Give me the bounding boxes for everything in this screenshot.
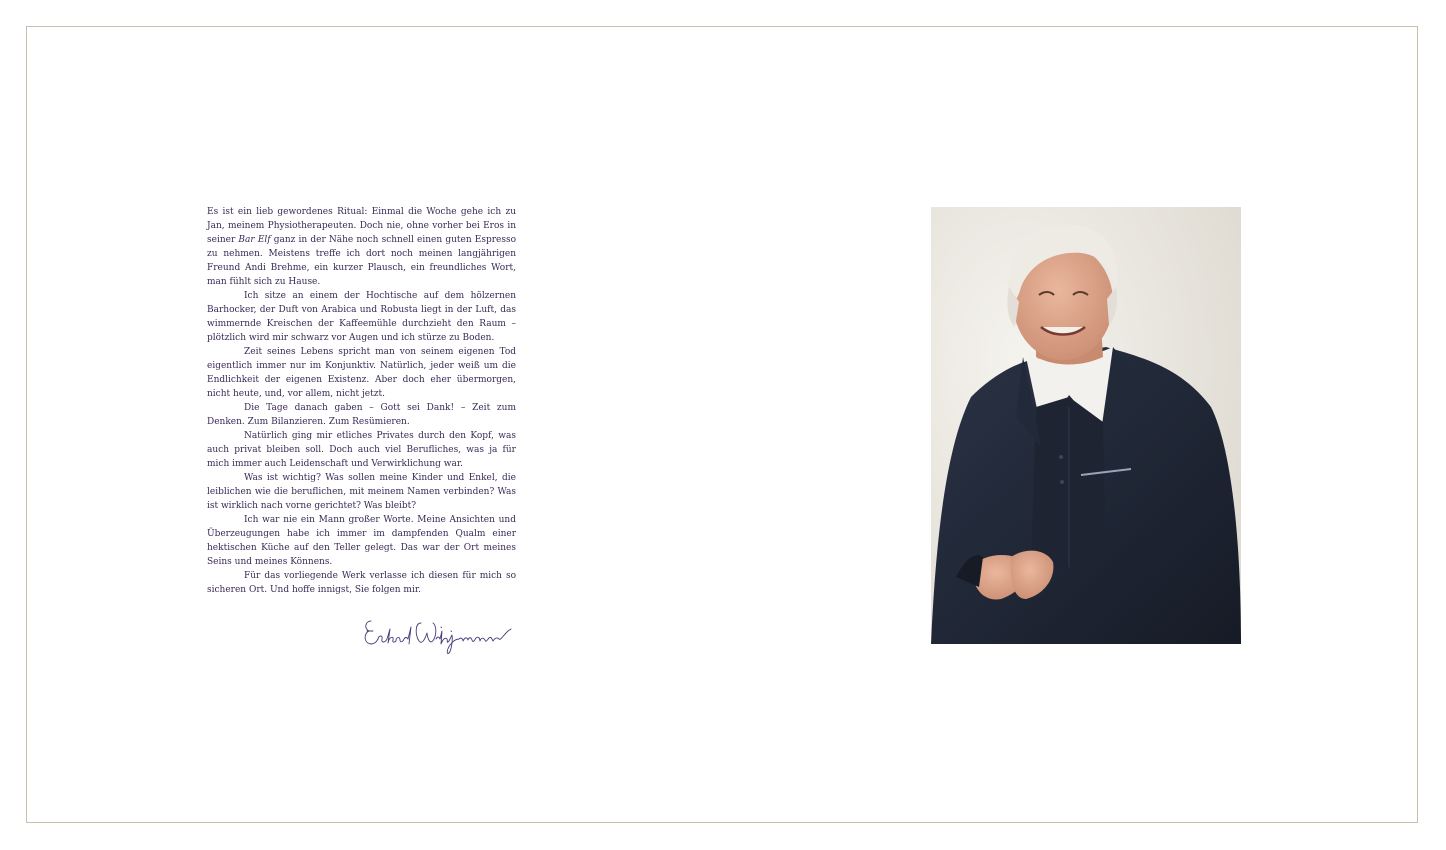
paragraph-6: Was ist wichtig? Was sollen meine Kinder und Enkel, die leiblichen wie die beruflichen, mit meinem Namen verbinden? Was ist wirklich nach vorne gerichtet? Was bleibt?	[207, 473, 516, 511]
letter-text	[207, 205, 516, 597]
paragraph-5: Natürlich ging mir etliches Privates durch den Kopf, was auch privat bleiben soll. Doch auch viel Berufliches, was ja für mich immer auch Leidenschaft und Verwirklichung war.	[207, 431, 516, 469]
paragraph-4: Die Tage danach gaben – Gott sei Dank! – Zeit zum Denken. Zum Bilanzieren. Zum Resümieren.	[207, 403, 516, 427]
paragraph-1: Es ist ein lieb gewordenes Ritual: Einmal die Woche gehe ich zu Jan, meinem Physiotherapeuten. Doch nie, ohne vorher bei Eros in seiner Bar Elf ganz in der Nähe noch schnell einen guten Espresso zu nehmen. Meistens treffe ich dort noch meinen langjährigen Freund Andi Brehme, ein kurzer Plausch, ein freundliches Wort, man fühlt sich zu Hause.	[207, 207, 516, 287]
bar-name: Bar Elf	[238, 235, 271, 245]
portrait-icon	[931, 207, 1241, 644]
paragraph-8: Für das vorliegende Werk verlasse ich diesen für mich so sicheren Ort. Und hoffe innigst, Sie folgen mir.	[207, 571, 516, 595]
paragraph-3: Zeit seines Lebens spricht man von seinem eigenen Tod eigentlich immer nur im Konjunktiv. Natürlich, jeder weiß um die Endlichkeit der eigenen Existenz. Aber doch eher übermorgen, nicht heute, und, vor allem, nicht jetzt.	[207, 347, 516, 399]
signature-icon	[361, 611, 521, 655]
handwritten-signature	[361, 611, 521, 655]
portrait-photo	[931, 207, 1241, 644]
book-spread	[26, 26, 1418, 823]
paragraph-2: Ich sitze an einem der Hochtische auf dem hölzernen Barhocker, der Duft von Arabica und Robusta liegt in der Luft, das wimmernde Kreischen der Kaffeemühle durchzieht den Raum – plötzlich wird mir schwarz vor Augen und ich stürze zu Boden.	[207, 291, 516, 343]
paragraph-7: Ich war nie ein Mann großer Worte. Meine Ansichten und Überzeugungen habe ich immer im dampfenden Qualm einer hektischen Küche auf den Teller gelegt. Das war der Ort meines Seins und meines Könnens.	[207, 515, 516, 567]
